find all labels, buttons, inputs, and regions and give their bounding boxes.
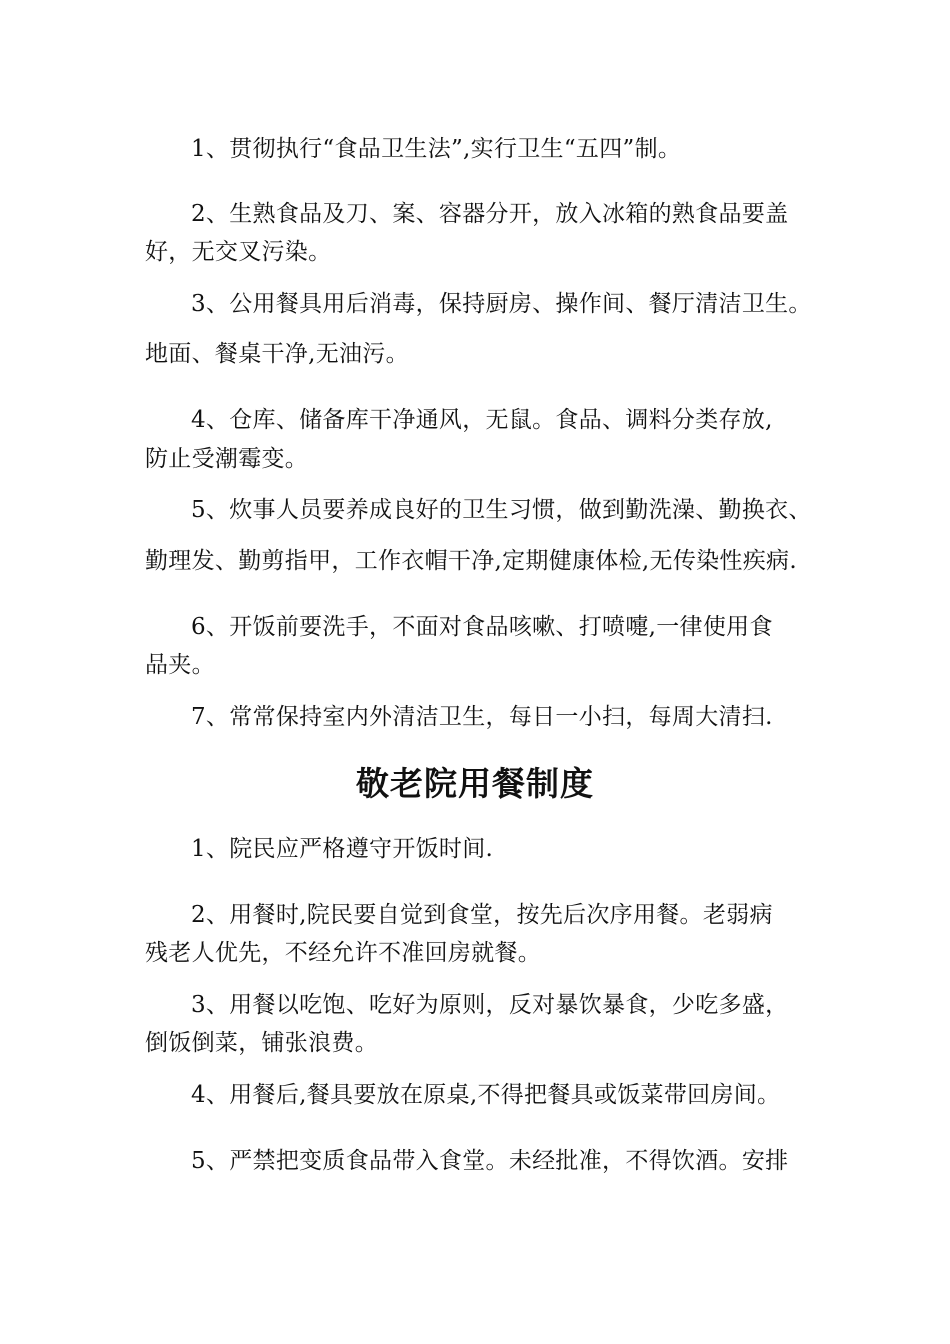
hygiene-rule-1: 1、贯彻执行“食品卫生法”,实行卫生“五四”制。 [191, 136, 682, 162]
hygiene-rule-5-line-2: 勤理发、勤剪指甲，工作衣帽干净,定期健康体检,无传染性疾病. [145, 548, 797, 574]
hygiene-rule-4-line-2: 防止受潮霉变。 [145, 446, 309, 472]
hygiene-rule-4-line-1: 4、仓库、储备库干净通风，无鼠。食品、调料分类存放, [191, 407, 773, 433]
dining-rule-2-line-2: 残老人优先，不经允许不准回房就餐。 [145, 940, 542, 966]
hygiene-rule-7: 7、常常保持室内外清洁卫生，每日一小扫，每周大清扫. [191, 704, 773, 730]
section-title: 敬老院用餐制度 [356, 764, 594, 803]
dining-rule-2-line-1: 2、用餐时,院民要自觉到食堂，按先后次序用餐。老弱病 [191, 902, 773, 928]
hygiene-rule-2-line-2: 好，无交叉污染。 [145, 239, 332, 265]
dining-rule-1: 1、院民应严格遵守开饭时间. [191, 836, 494, 862]
dining-rule-3-line-2: 倒饭倒菜，铺张浪费。 [145, 1030, 378, 1056]
hygiene-rule-2-line-1: 2、生熟食品及刀、案、容器分开，放入冰箱的熟食品要盖 [191, 201, 789, 227]
hygiene-rule-5-line-1: 5、炊事人员要养成良好的卫生习惯，做到勤洗澡、勤换衣、 [191, 497, 812, 523]
dining-rule-4: 4、用餐后,餐具要放在原桌,不得把餐具或饭菜带回房间。 [191, 1082, 781, 1108]
hygiene-rule-6-line-1: 6、开饭前要洗手，不面对食品咳嗽、打喷嚏,一律使用食 [191, 614, 773, 640]
hygiene-rule-3-line-1: 3、公用餐具用后消毒，保持厨房、操作间、餐厅清洁卫生。 [191, 291, 812, 317]
dining-rule-3-line-1: 3、用餐以吃饱、吃好为原则，反对暴饮暴食，少吃多盛， [191, 992, 789, 1018]
hygiene-rule-6-line-2: 品夹。 [145, 652, 215, 678]
hygiene-rule-3-line-2: 地面、餐桌干净,无油污。 [145, 341, 409, 367]
dining-rule-5-line-1: 5、严禁把变质食品带入食堂。未经批准，不得饮酒。安排 [191, 1148, 789, 1174]
